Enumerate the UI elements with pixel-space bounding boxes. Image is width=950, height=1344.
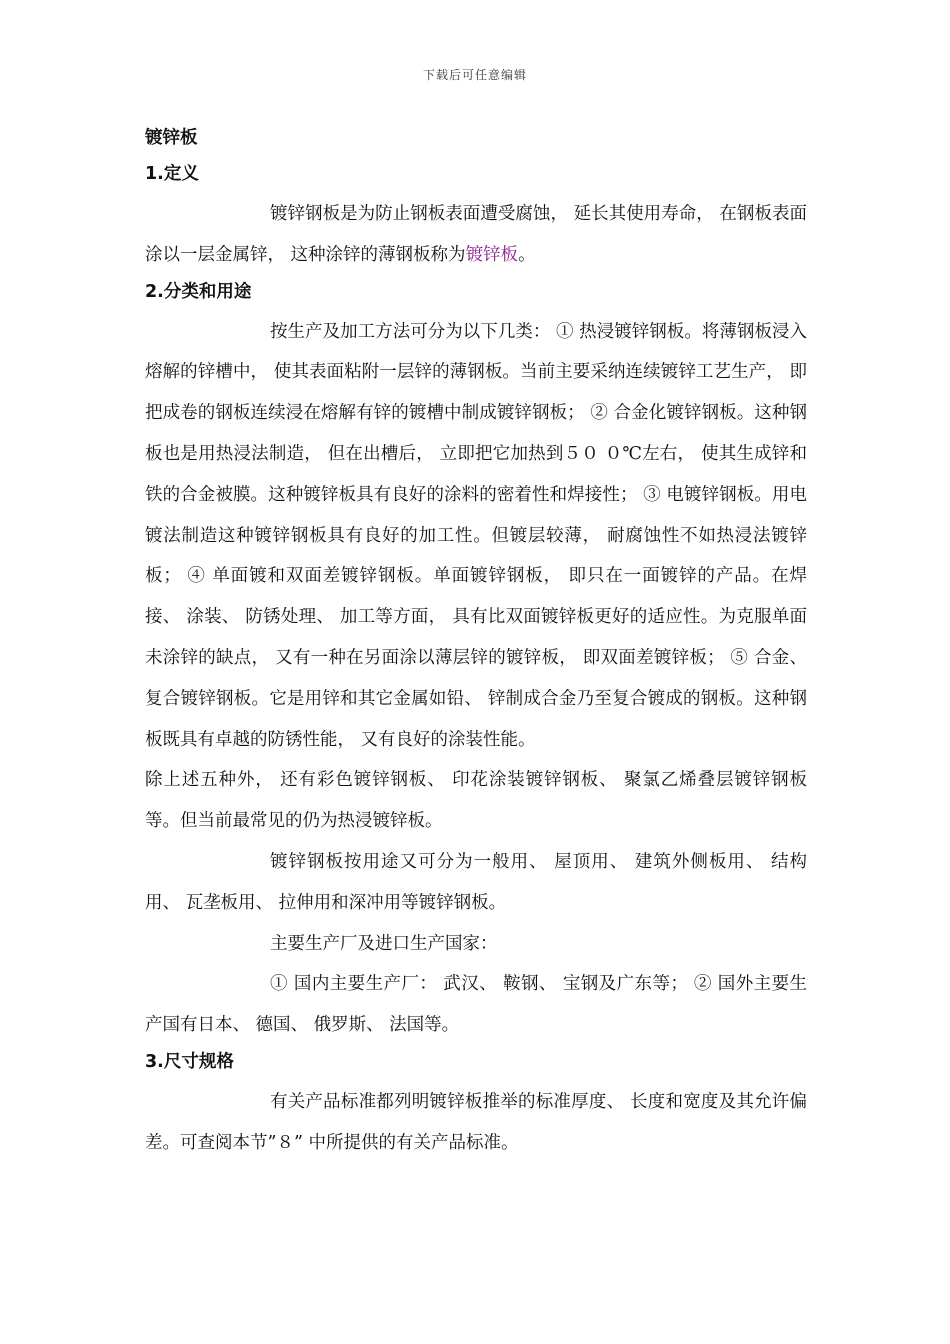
definition-text-end: 。: [518, 244, 536, 265]
section-heading-classification: 2.分类和用途: [145, 281, 252, 302]
galvanized-sheet-link[interactable]: 镀锌板: [465, 244, 519, 265]
document-title: 镀锌板: [145, 128, 198, 148]
header-note: 下载后可任意编辑: [422, 68, 527, 82]
classification-paragraph-2: 除上述五种外， 还有彩色镀锌钢板、 印花涂装镀锌钢板、 聚氯乙烯叠层镀锌钢板等。但当前最常见的仍为热浸镀锌板。: [145, 770, 807, 832]
classification-paragraph-1: 按生产及加工方法可分为以下几类： ① 热浸镀锌钢板。将薄钢板浸入熔解的锌槽中， 使其表面粘附一层锌的薄钢板。当前主要采纳连续镀锌工艺生产， 即把成卷的钢板连续浸在熔解有锌的镀槽中制成镀锌钢板； ② 合金化镀锌钢板。这种钢板也是用热浸法制造， 但在出槽后， 立即把它加热到５０ ０℃左右， 使其生成锌和铁的合金被膜。这种镀锌板具有良好的涂料的密着性和焊接性； ③ 电镀锌钢板。用电镀法制造这种镀锌钢板具有良好的加工性。但镀层较薄， 耐腐蚀性不如热浸法镀锌板； ④ 单面镀和双面差镀锌钢板。单面镀锌钢板， 即只在一面镀锌的产品。在焊接、 涂装、 防锈处理、 加工等方面， 具有比双面镀锌板更好的适应性。为克服单面未涂锌的缺点， 又有一种在另面涂以薄层锌的镀锌板， 即双面差镀锌板； ⑤ 合金、 复合镀锌钢板。它是用锌和其它金属如铅、 锌制成合金乃至复合镀成的钢板。这种钢板既具有卓越的防锈性能， 又有良好的涂装性能。: [145, 321, 807, 750]
classification-paragraph-5: ① 国内主要生产厂： 武汉、 鞍钢、 宝钢及广东等； ② 国外主要生产国有日本、 德国、 俄罗斯、 法国等。: [145, 974, 807, 1036]
dimensions-paragraph-1: 有关产品标准都列明镀锌板推举的标准厚度、 长度和宽度及其允许偏差。可查阅本节”８” 中所提供的有关产品标准。: [145, 1091, 807, 1153]
definition-paragraph: [145, 194, 807, 276]
section-heading-dimensions: 3.尺寸规格: [145, 1051, 234, 1072]
definition-text: 镀锌钢板是为防止钢板表面遭受腐蚀， 延长其使用寿命， 在钢板表面涂以一层金属锌， 这种涂锌的薄钢板称为: [145, 204, 807, 265]
document-body: [145, 122, 807, 1164]
classification-paragraph-3: 镀锌钢板按用途又可分为一般用、 屋顶用、 建筑外侧板用、 结构用、 瓦垄板用、 拉伸用和深冲用等镀锌钢板。: [145, 851, 807, 913]
section-heading-definition: 1.定义: [145, 164, 199, 184]
classification-paragraph-4: 主要生产厂及进口生产国家：: [270, 933, 498, 954]
